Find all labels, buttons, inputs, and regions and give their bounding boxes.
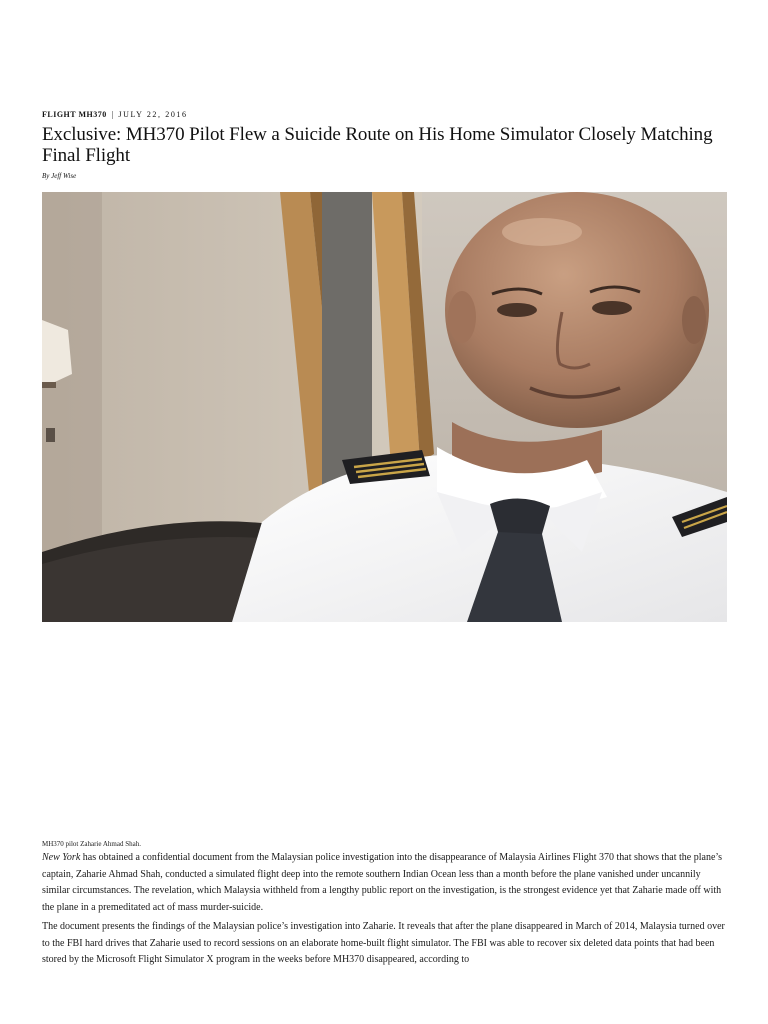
pilot-photo-illustration (42, 192, 727, 622)
meta-separator: | (111, 110, 114, 119)
article-headline: Exclusive: MH370 Pilot Flew a Suicide Route on His Home Simulator Closely Matching Final Flight (42, 124, 713, 166)
paragraph-2: The document presents the findings of the Malaysian police’s investigation into Zaharie. It reveals that after the plane disappeared in March of 2014, Malaysia turned over to the FBI hard drives that Zaharie used to record sessions on an elaborate home-built flight simulator. The FBI was able to recover six deleted data points that had been stored by the Microsoft Flight Simulator X program in the weeks before MH370 disappeared, according to (42, 921, 725, 965)
article-photo (42, 192, 727, 622)
byline: By Jeff Wise (42, 172, 77, 180)
section-rubric-link[interactable]: FLIGHT MH370 (42, 110, 107, 119)
publish-date: JULY 22, 2016 (118, 110, 188, 119)
article-meta (42, 110, 188, 120)
photo-caption: MH370 pilot Zaharie Ahmad Shah. (42, 840, 141, 848)
article-body (42, 850, 727, 972)
publication-name: New York (42, 852, 81, 863)
paragraph-1-text: has obtained a confidential document from the Malaysian police investigation into the disappearance of Malaysia Airlines Flight 370 that shows that the plane’s captain, Zaharie Ahmad Shah, conducted a simulated flight deep into the remote southern Indian Ocean less than a month before the plane vanished under uncannily similar circumstances. The revelation, which Malaysia withheld from a lengthy public report on the investigation, is the strongest evidence yet that Zaharie made off with the plane in a premeditated act of mass murder-suicide. (42, 852, 723, 913)
paragraph-1 (42, 850, 727, 916)
